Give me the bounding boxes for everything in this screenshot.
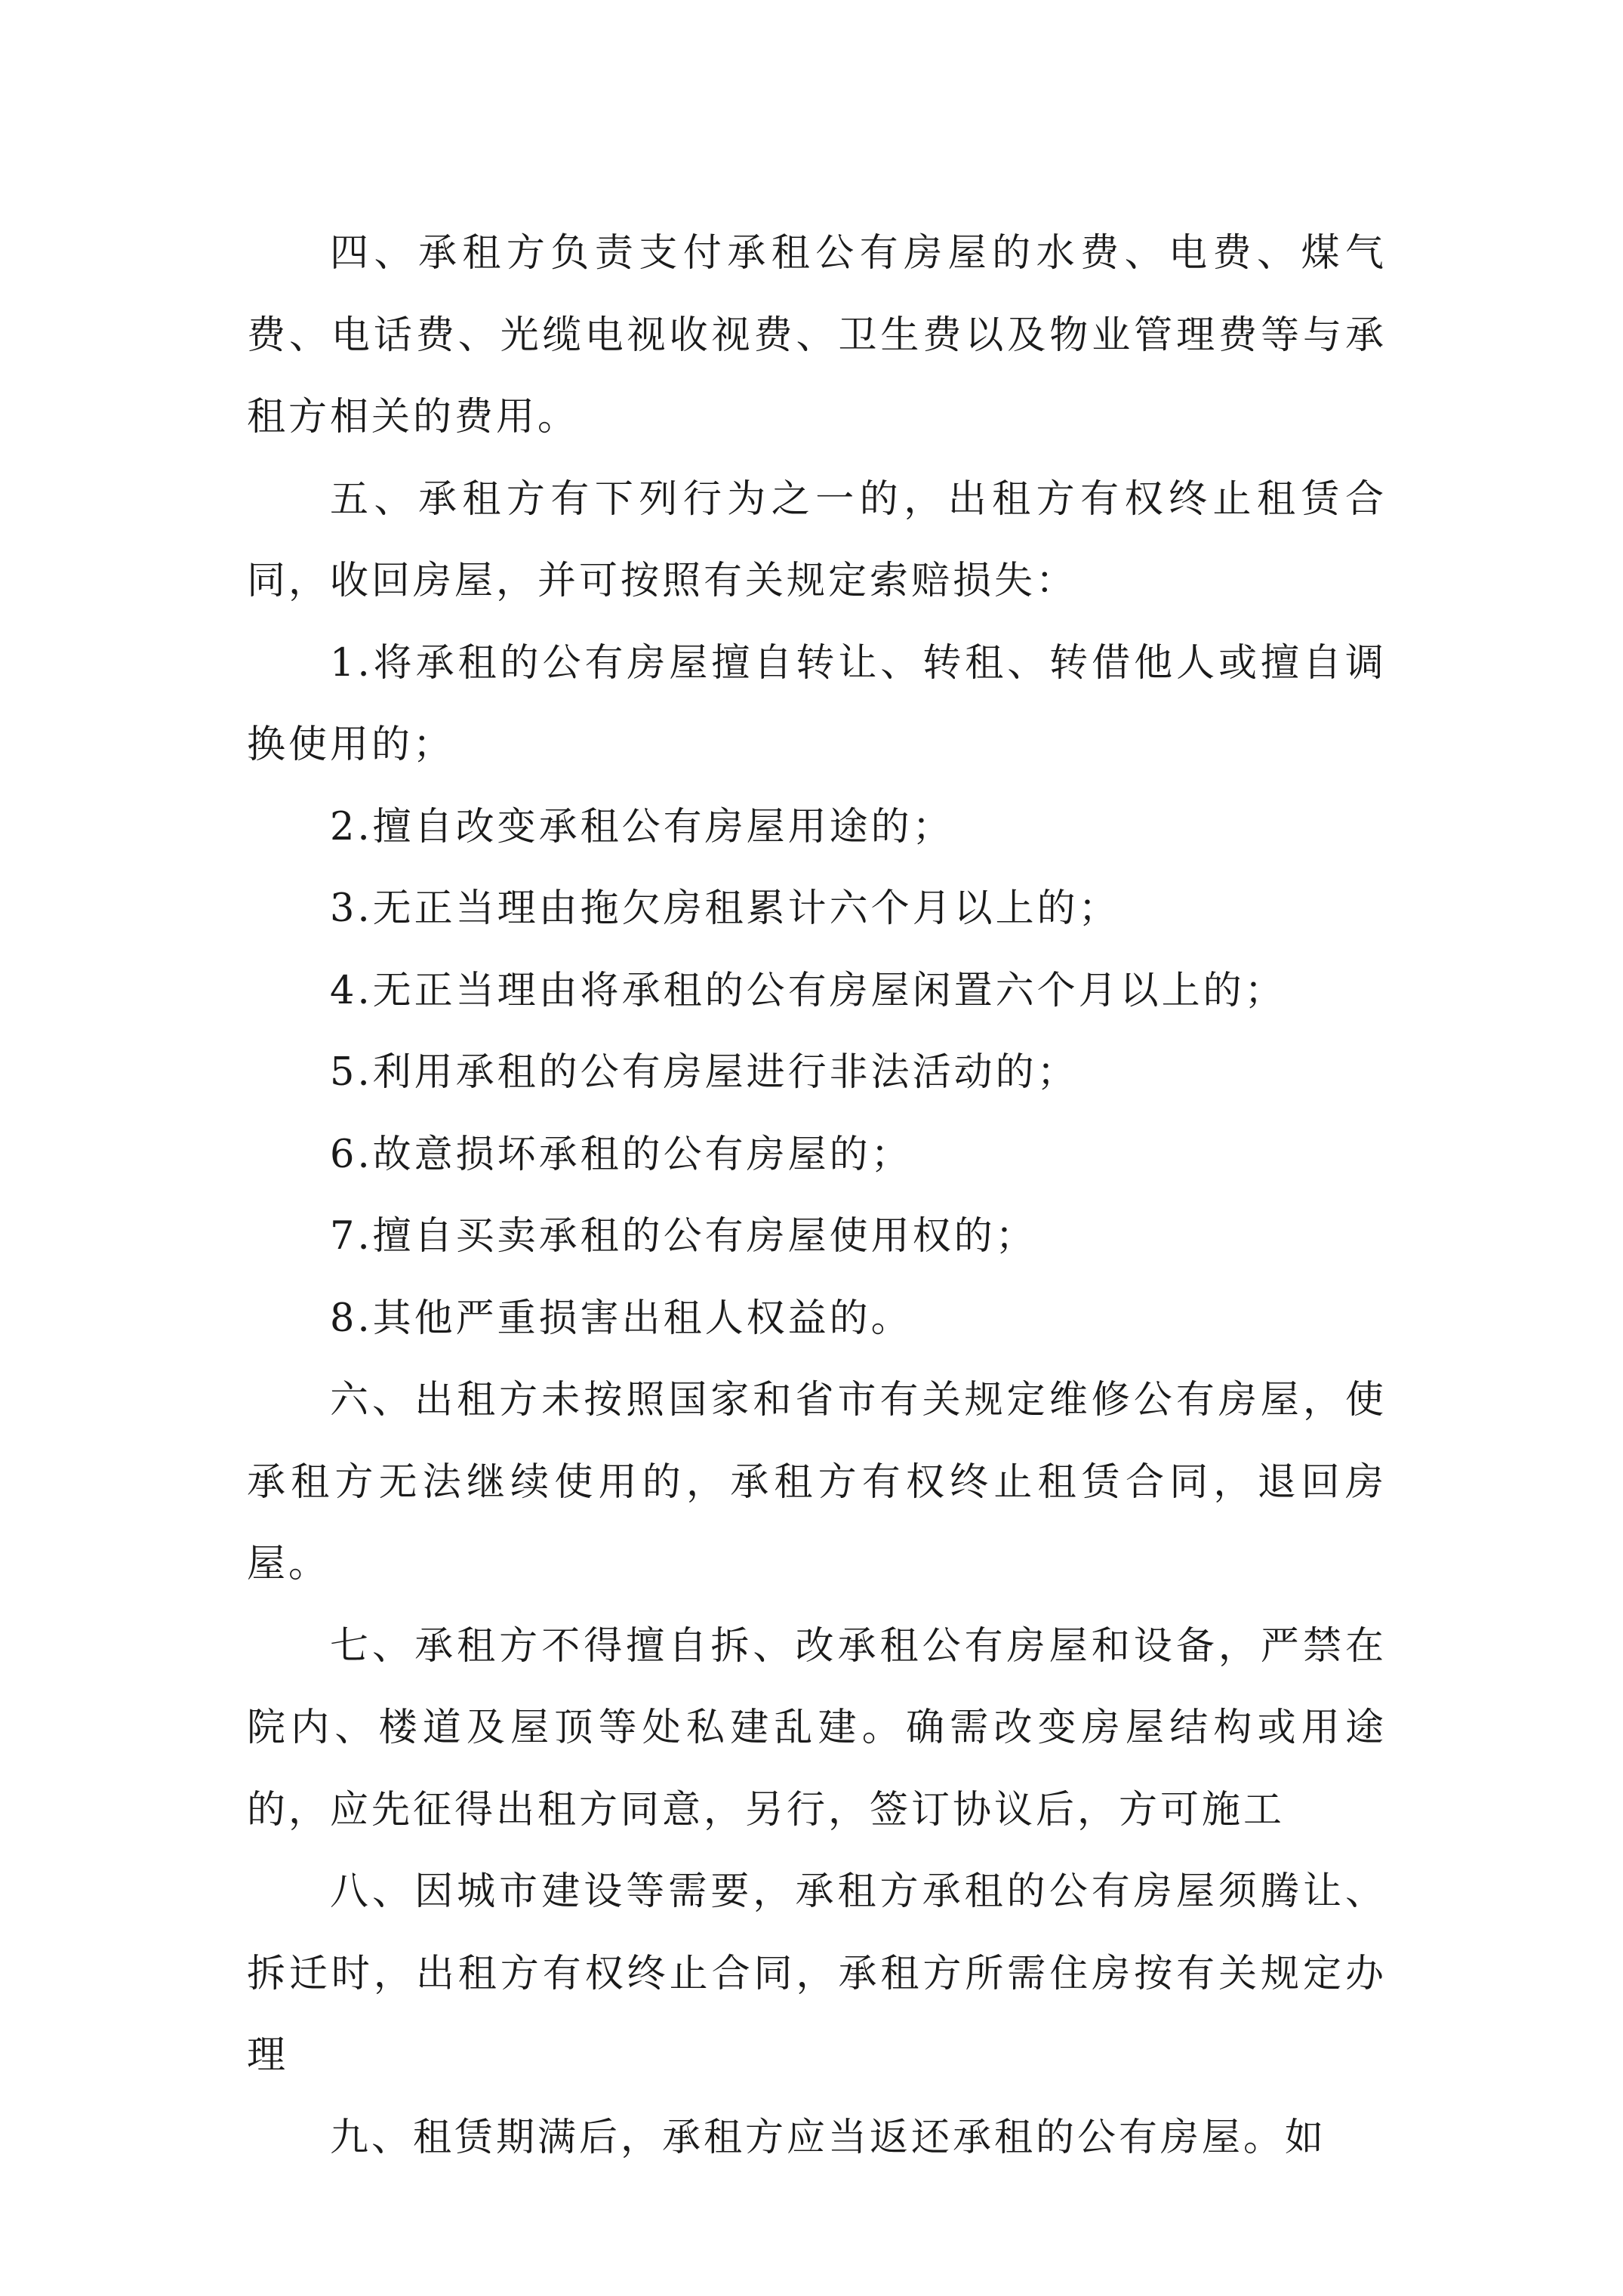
clause-5-item-1: 1.将承租的公有房屋擅自转让、转租、转借他人或擅自调换使用的； xyxy=(247,640,1387,767)
clause-5-item-8: 8.其他严重损害出租人权益的。 xyxy=(330,1296,913,1341)
clause-6-paragraph: 六、出租方未按照国家和省市有关规定维修公有房屋，使承租方无法继续使用的，承租方有权终止租赁合同，退回房屋。 xyxy=(247,1378,1387,1586)
clause-5-item-4: 4.无正当理由将承租的公有房屋闲置六个月以上的； xyxy=(330,968,1286,1013)
clause-5-item-6: 6.故意损坏承租的公有房屋的； xyxy=(330,1132,913,1177)
clause-5-item-5: 5.利用承租的公有房屋进行非法活动的； xyxy=(330,1050,1079,1095)
clause-5-item-2: 2.擅自改变承租公有房屋用途的； xyxy=(330,804,954,849)
clause-5-item-3: 3.无正当理由拖欠房租累计六个月以上的； xyxy=(330,886,1120,931)
clause-5-item-7: 7.擅自买卖承租的公有房屋使用权的； xyxy=(330,1214,1037,1259)
clause-7-paragraph: 七、承租方不得擅自拆、改承租公有房屋和设备，严禁在院内、楼道及屋顶等处私建乱建。确需改变房屋结构或用途的，应先征得出租方同意，另行，签订协议后，方可施工 xyxy=(247,1623,1387,1832)
clause-4-paragraph: 四、承租方负责支付承租公有房屋的水费、电费、煤气费、电话费、光缆电视收视费、卫生费以及物业管理费等与承租方相关的费用。 xyxy=(247,231,1387,439)
clause-8-paragraph: 八、因城市建设等需要，承租方承租的公有房屋须腾让、拆迁时，出租方有权终止合同，承租方所需住房按有关规定办理 xyxy=(247,1869,1387,2078)
clause-5-paragraph: 五、承租方有下列行为之一的，出租方有权终止租赁合同，收回房屋，并可按照有关规定索赔损失： xyxy=(247,476,1387,603)
document-body xyxy=(247,213,1387,2179)
clause-9-paragraph: 九、租赁期满后，承租方应当返还承租的公有房屋。如 xyxy=(330,2115,1327,2160)
